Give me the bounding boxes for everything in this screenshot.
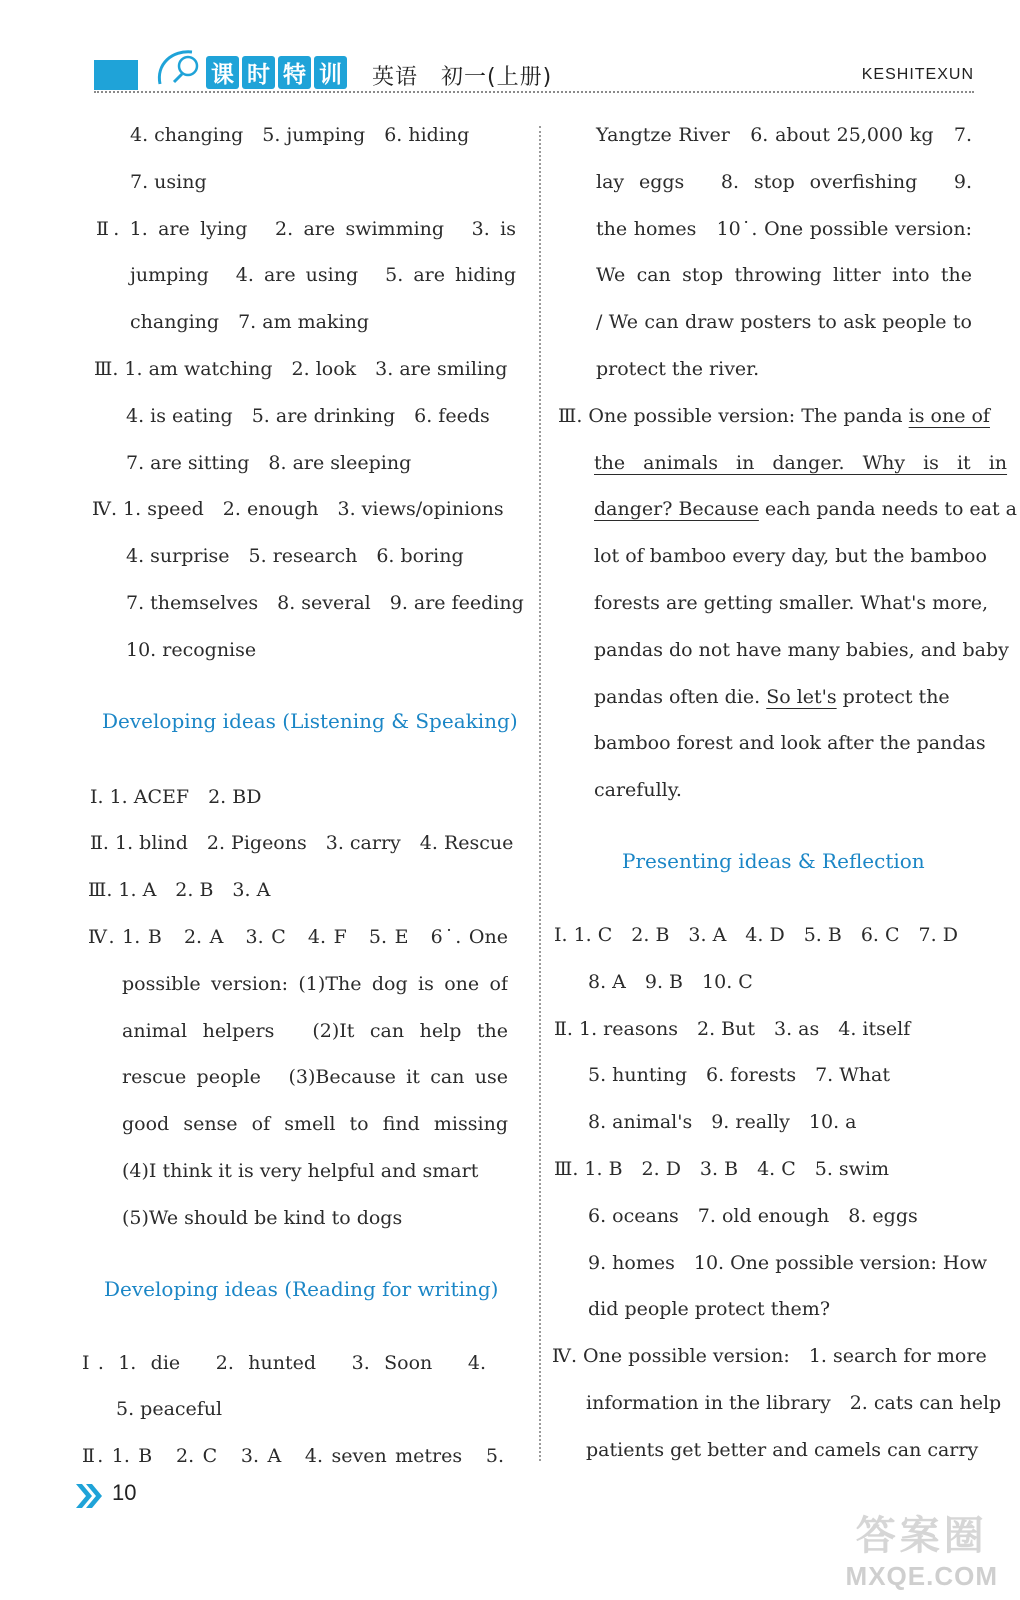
answer-line: 8. animal's 9. really 10. a	[588, 1111, 857, 1134]
section-heading: Presenting ideas & Reflection	[622, 848, 925, 873]
answer-line: carefully.	[594, 779, 682, 802]
answer-line: 5. hunting 6. forests 7. What	[588, 1064, 890, 1087]
answer-line: possible version: (1)The dog is one of	[122, 972, 508, 995]
series-char: 时	[242, 56, 275, 89]
answer-line: 4. is eating 5. are drinking 6. feeds	[126, 404, 490, 427]
answer-line	[552, 674, 974, 721]
answer-line: 5. peaceful	[116, 1398, 223, 1421]
answer-line: 9. homes 10. One possible version: How	[588, 1251, 988, 1274]
answer-line: forests are getting smaller. What's more,	[594, 591, 988, 614]
answer-line: Ⅱ. 1. reasons 2. But 3. as 4. itself	[554, 1017, 911, 1040]
answer-line: rescue people (3)Because it can use	[122, 1066, 508, 1089]
answer-line: / We can draw posters to ask people to	[596, 311, 972, 334]
answer-line: lot of bamboo every day, but the bamboo	[594, 545, 987, 568]
answer-line: information in the library 2. cats can help	[586, 1391, 1002, 1414]
watermark	[846, 1504, 998, 1592]
answer-line: did people protect them?	[588, 1298, 831, 1321]
answer-line: 4. changing 5. jumping 6. hiding	[130, 124, 470, 146]
series-char: 训	[314, 56, 347, 89]
section-heading: Developing ideas (Listening & Speaking)	[102, 708, 518, 733]
underlined-text: is one of	[908, 404, 990, 427]
answer-line	[552, 393, 990, 440]
answer-line: changing 7. am making	[130, 311, 369, 334]
watermark-url: MXQE.COM	[845, 1561, 998, 1591]
answer-text: pandas often die.	[594, 685, 767, 708]
answer-line: pandas do not have many babies, and baby	[594, 638, 1009, 661]
watermark-logo-text: 答案圈	[855, 1514, 988, 1558]
answer-line: 7. themselves 8. several 9. are feeding	[126, 591, 524, 614]
header-series-code: KESHITEXUN	[861, 66, 974, 83]
answer-line: jumping 4. are using 5. are hiding	[130, 264, 516, 287]
page-number: 10	[112, 1480, 137, 1505]
right-column	[552, 112, 1018, 1474]
answer-line: We can stop throwing litter into the	[596, 264, 972, 287]
answer-line: lay eggs 8. stop overfishing 9.	[596, 170, 972, 193]
series-char: 特	[278, 56, 311, 89]
answer-line: Ⅳ. 1. speed 2. enough 3. views/opinions	[92, 498, 504, 521]
series-title	[206, 56, 347, 92]
answer-line: patients get better and camels can carry	[586, 1438, 979, 1461]
section-heading: Developing ideas (Reading for writing)	[104, 1276, 499, 1301]
series-char: 课	[206, 56, 239, 89]
answer-line: 10. recognise	[126, 638, 257, 661]
answer-line: the homes 10˙. One possible version:	[596, 217, 972, 240]
answer-line: Ⅳ. One possible version: 1. search for more	[552, 1345, 987, 1368]
answer-line: (4)I think it is very helpful and smart	[122, 1159, 479, 1182]
answer-line: Ⅲ. 1. A 2. B 3. A	[88, 879, 271, 902]
underlined-text: So let's	[766, 685, 837, 708]
book-logo-icon	[152, 44, 212, 94]
answer-line: Ⅰ. 1. C 2. B 3. A 4. D 5. B 6. C 7. D	[554, 923, 958, 946]
answer-text: each panda needs to eat a	[758, 498, 1018, 521]
underlined-text: the animals in danger. Why is it in	[594, 451, 1008, 474]
answer-line	[552, 486, 1018, 533]
answer-line: 8. A 9. B 10. C	[588, 970, 753, 993]
answer-line	[552, 440, 1008, 487]
underlined-text: danger? Because	[594, 498, 759, 521]
subject-label: 英语 初一(上册)	[372, 65, 553, 90]
answer-line: Ⅰ. 1. die 2. hunted 3. Soon 4.	[82, 1351, 486, 1374]
page-arrow-icon	[74, 1482, 104, 1510]
header-divider	[94, 91, 974, 93]
answer-line: bamboo forest and look after the pandas	[594, 732, 986, 755]
answer-line: good sense of smell to find missing	[122, 1113, 508, 1136]
answer-line: 4. surprise 5. research 6. boring	[126, 545, 464, 568]
answer-text: protect the	[836, 685, 950, 708]
answer-line: Ⅱ. 1. blind 2. Pigeons 3. carry 4. Rescue	[90, 832, 514, 855]
answer-line: Yangtze River 6. about 25,000 kg 7.	[596, 124, 972, 146]
answer-line: 7. using	[130, 170, 207, 193]
answer-line: Ⅰ. 1. ACEF 2. BD	[90, 785, 262, 808]
answer-line: 6. oceans 7. old enough 8. eggs	[588, 1204, 918, 1227]
answer-line: 7. are sitting 8. are sleeping	[126, 451, 412, 474]
answer-line: animal helpers (2)It can help the	[122, 1019, 508, 1042]
answer-text: Ⅲ. One possible version: The panda	[558, 404, 909, 427]
answer-line: Ⅱ. 1. are lying 2. are swimming 3. is	[96, 217, 516, 240]
answer-line: Ⅲ. 1. B 2. D 3. B 4. C 5. swim	[554, 1157, 890, 1180]
column-divider	[539, 126, 541, 1461]
left-column	[80, 112, 524, 1480]
answer-line: protect the river.	[596, 357, 760, 380]
answer-line: Ⅳ. 1. B 2. A 3. C 4. F 5. E 6˙. One	[88, 925, 508, 948]
answer-line: Ⅲ. 1. am watching 2. look 3. are smiling	[94, 357, 508, 380]
header-color-block	[94, 60, 138, 90]
answer-line: (5)We should be kind to dogs	[122, 1206, 403, 1229]
answer-line: Ⅱ. 1. B 2. C 3. A 4. seven metres 5.	[82, 1445, 504, 1468]
